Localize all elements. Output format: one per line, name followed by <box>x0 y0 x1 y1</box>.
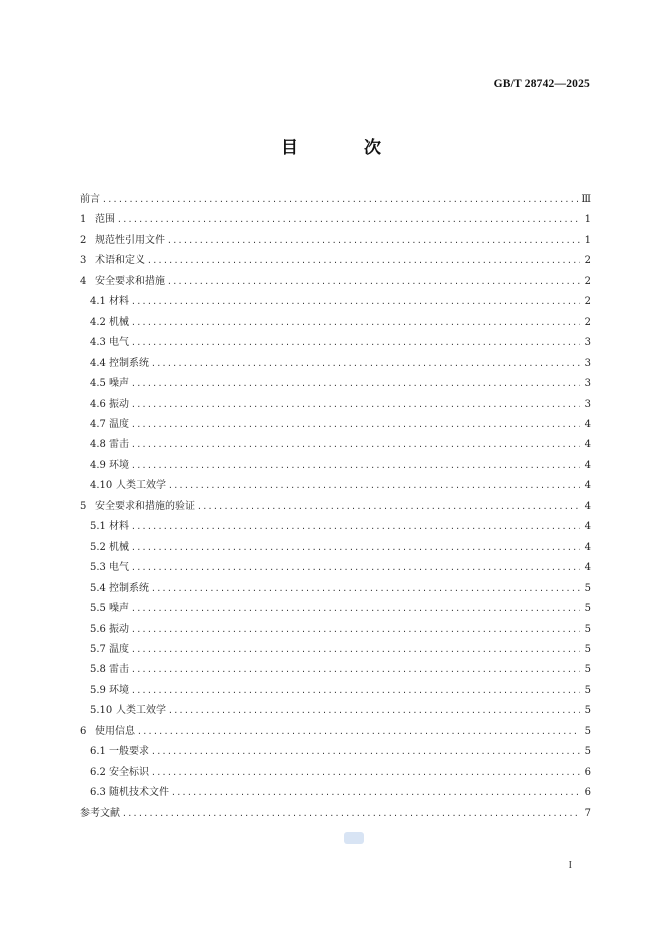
dot-leader <box>167 274 580 284</box>
toc-entry-label: 雷击 <box>109 664 129 676</box>
toc-entry-label: 温度 <box>109 643 129 655</box>
toc-entry-page: 6 <box>584 787 591 799</box>
dot-leader <box>151 765 580 775</box>
toc-entry-label: 材料 <box>109 296 129 308</box>
toc-entry-label: 雷击 <box>109 439 129 451</box>
dot-leader <box>171 785 580 795</box>
dot-leader <box>168 478 580 488</box>
dot-leader <box>131 601 580 611</box>
toc-entry-number: 4.2 <box>90 316 106 328</box>
toc-entry-label: 参考文献 <box>80 807 120 819</box>
toc-entry-label: 振动 <box>109 398 129 410</box>
toc-entry[interactable] <box>80 497 591 517</box>
dot-leader <box>102 192 578 202</box>
toc-entry-number: 2 <box>80 234 87 246</box>
toc-entry[interactable] <box>80 354 591 374</box>
toc-entry-number: 4.4 <box>90 357 106 369</box>
toc-entry-page: 2 <box>584 316 591 328</box>
toc-entry[interactable] <box>80 210 591 230</box>
toc-entry-label: 安全要求和措施 <box>95 275 165 287</box>
toc-entry-number: 5.4 <box>90 582 106 594</box>
toc-entry-number: 4.5 <box>90 378 106 390</box>
table-of-contents <box>80 190 591 824</box>
toc-entry-page: 2 <box>584 275 591 287</box>
toc-entry[interactable] <box>80 190 591 210</box>
dot-leader <box>131 458 580 468</box>
toc-entry-page: 5 <box>584 705 591 717</box>
toc-entry-number: 4 <box>80 275 87 287</box>
dot-leader <box>131 683 580 693</box>
toc-entry-number: 5 <box>80 500 87 512</box>
toc-entry-number: 4.7 <box>90 418 106 430</box>
toc-entry[interactable] <box>80 456 591 476</box>
toc-entry[interactable] <box>80 313 591 333</box>
toc-entry[interactable] <box>80 620 591 640</box>
toc-entry-label: 一般要求 <box>109 746 149 758</box>
dot-leader <box>151 581 580 591</box>
dot-leader <box>131 519 580 529</box>
dot-leader <box>122 806 580 816</box>
toc-entry-page: 4 <box>584 541 591 553</box>
dot-leader <box>131 294 580 304</box>
dot-leader <box>147 253 580 263</box>
standard-number: GB/T 28742—2025 <box>493 78 590 90</box>
toc-entry[interactable] <box>80 476 591 496</box>
toc-entry-number: 5.7 <box>90 643 106 655</box>
toc-entry[interactable] <box>80 763 591 783</box>
toc-entry-label: 术语和定义 <box>95 255 145 267</box>
dot-leader <box>131 335 580 345</box>
toc-entry-label: 电气 <box>109 337 129 349</box>
toc-entry-label: 控制系统 <box>109 357 149 369</box>
toc-entry-label: 安全要求和措施的验证 <box>95 500 195 512</box>
toc-entry-label: 范围 <box>95 214 115 226</box>
dot-leader <box>131 540 580 550</box>
toc-entry[interactable] <box>80 701 591 721</box>
dot-leader <box>131 376 580 386</box>
toc-entry-label: 人类工效学 <box>116 480 166 492</box>
dot-leader <box>131 560 580 570</box>
toc-entry[interactable] <box>80 374 591 394</box>
toc-entry-number: 5.6 <box>90 623 106 635</box>
toc-entry-number: 4.3 <box>90 337 106 349</box>
toc-entry-page: 3 <box>584 337 591 349</box>
toc-entry-page: 3 <box>584 398 591 410</box>
toc-entry-number: 5.9 <box>90 684 106 696</box>
toc-entry[interactable] <box>80 538 591 558</box>
toc-entry-page: 5 <box>584 603 591 615</box>
toc-entry-number: 4.8 <box>90 439 106 451</box>
page-number: I <box>568 860 572 871</box>
toc-entry-label: 随机技术文件 <box>109 787 169 799</box>
dot-leader <box>131 622 580 632</box>
toc-entry[interactable] <box>80 579 591 599</box>
toc-entry[interactable] <box>80 272 591 292</box>
dot-leader <box>117 212 580 222</box>
toc-entry[interactable] <box>80 742 591 762</box>
dot-leader <box>131 315 580 325</box>
toc-entry-label: 控制系统 <box>109 582 149 594</box>
dot-leader <box>151 744 580 754</box>
dot-leader <box>168 703 580 713</box>
toc-entry-number: 6 <box>80 725 87 737</box>
toc-entry-number: 6.3 <box>90 787 106 799</box>
toc-entry-label: 机械 <box>109 541 129 553</box>
toc-entry[interactable] <box>80 231 591 251</box>
toc-entry[interactable] <box>80 517 591 537</box>
dot-leader <box>131 642 580 652</box>
toc-entry-page: 5 <box>584 664 591 676</box>
toc-entry-number: 1 <box>80 214 87 226</box>
toc-entry-page: 5 <box>584 746 591 758</box>
toc-entry-label: 材料 <box>109 521 129 533</box>
toc-entry-label: 噪声 <box>109 603 129 615</box>
toc-entry[interactable] <box>80 395 591 415</box>
toc-entry[interactable] <box>80 415 591 435</box>
toc-entry-number: 4.10 <box>90 480 113 492</box>
toc-entry-number: 5.1 <box>90 521 106 533</box>
toc-entry-page: 1 <box>584 214 591 226</box>
toc-entry[interactable] <box>80 558 591 578</box>
toc-entry-number: 4.1 <box>90 296 106 308</box>
toc-entry-number: 5.10 <box>90 705 113 717</box>
toc-entry-page: Ⅲ <box>581 194 591 205</box>
toc-entry-page: 5 <box>584 623 591 635</box>
toc-entry-page: 5 <box>584 582 591 594</box>
toc-entry-page: 5 <box>584 684 591 696</box>
dot-leader <box>131 397 580 407</box>
toc-entry-number: 6.1 <box>90 746 106 758</box>
toc-entry-page: 6 <box>584 766 591 778</box>
toc-entry-number: 4.9 <box>90 459 106 471</box>
toc-entry-label: 电气 <box>109 562 129 574</box>
toc-entry-page: 1 <box>584 234 591 246</box>
toc-entry-page: 4 <box>584 562 591 574</box>
toc-entry[interactable] <box>80 333 591 353</box>
toc-entry-number: 4.6 <box>90 398 106 410</box>
toc-entry[interactable] <box>80 640 591 660</box>
toc-entry-label: 环境 <box>109 459 129 471</box>
toc-entry-label: 前言 <box>80 194 100 205</box>
page-title: 目 次 <box>281 138 411 158</box>
toc-entry-label: 温度 <box>109 418 129 430</box>
dot-leader <box>131 437 580 447</box>
dot-leader <box>131 662 580 672</box>
toc-entry-page: 4 <box>584 439 591 451</box>
toc-entry-label: 噪声 <box>109 378 129 390</box>
toc-entry-page: 3 <box>584 378 591 390</box>
toc-entry-label: 人类工效学 <box>116 705 166 717</box>
toc-entry-label: 振动 <box>109 623 129 635</box>
dot-leader <box>151 356 580 366</box>
toc-entry[interactable] <box>80 681 591 701</box>
toc-entry-number: 5.3 <box>90 562 106 574</box>
dot-leader <box>131 417 580 427</box>
dot-leader <box>137 724 580 734</box>
toc-entry-page: 3 <box>584 357 591 369</box>
toc-entry[interactable] <box>80 804 591 824</box>
toc-entry[interactable] <box>80 660 591 680</box>
toc-entry-page: 4 <box>584 521 591 533</box>
toc-entry-label: 规范性引用文件 <box>95 234 165 246</box>
toc-entry-number: 5.2 <box>90 541 106 553</box>
toc-entry-number: 5.8 <box>90 664 106 676</box>
toc-entry[interactable] <box>80 435 591 455</box>
toc-entry[interactable] <box>80 722 591 742</box>
toc-entry-number: 3 <box>80 255 87 267</box>
dot-leader <box>197 499 580 509</box>
toc-entry-page: 7 <box>584 807 591 819</box>
toc-entry-label: 机械 <box>109 316 129 328</box>
toc-entry-page: 4 <box>584 500 591 512</box>
toc-entry[interactable] <box>80 292 591 312</box>
toc-entry-page: 4 <box>584 459 591 471</box>
toc-entry-number: 5.5 <box>90 603 106 615</box>
toc-entry-page: 2 <box>584 296 591 308</box>
toc-entry-label: 使用信息 <box>95 725 135 737</box>
toc-entry[interactable] <box>80 251 591 271</box>
toc-entry[interactable] <box>80 783 591 803</box>
toc-entry-number: 6.2 <box>90 766 106 778</box>
toc-entry-label: 环境 <box>109 684 129 696</box>
toc-entry-page: 2 <box>584 255 591 267</box>
toc-entry-page: 4 <box>584 418 591 430</box>
toc-entry-page: 4 <box>584 480 591 492</box>
toc-entry[interactable] <box>80 599 591 619</box>
toc-entry-page: 5 <box>584 643 591 655</box>
toc-entry-page: 5 <box>584 725 591 737</box>
toc-entry-label: 安全标识 <box>109 766 149 778</box>
watermark-logo <box>344 832 364 844</box>
dot-leader <box>167 233 580 243</box>
